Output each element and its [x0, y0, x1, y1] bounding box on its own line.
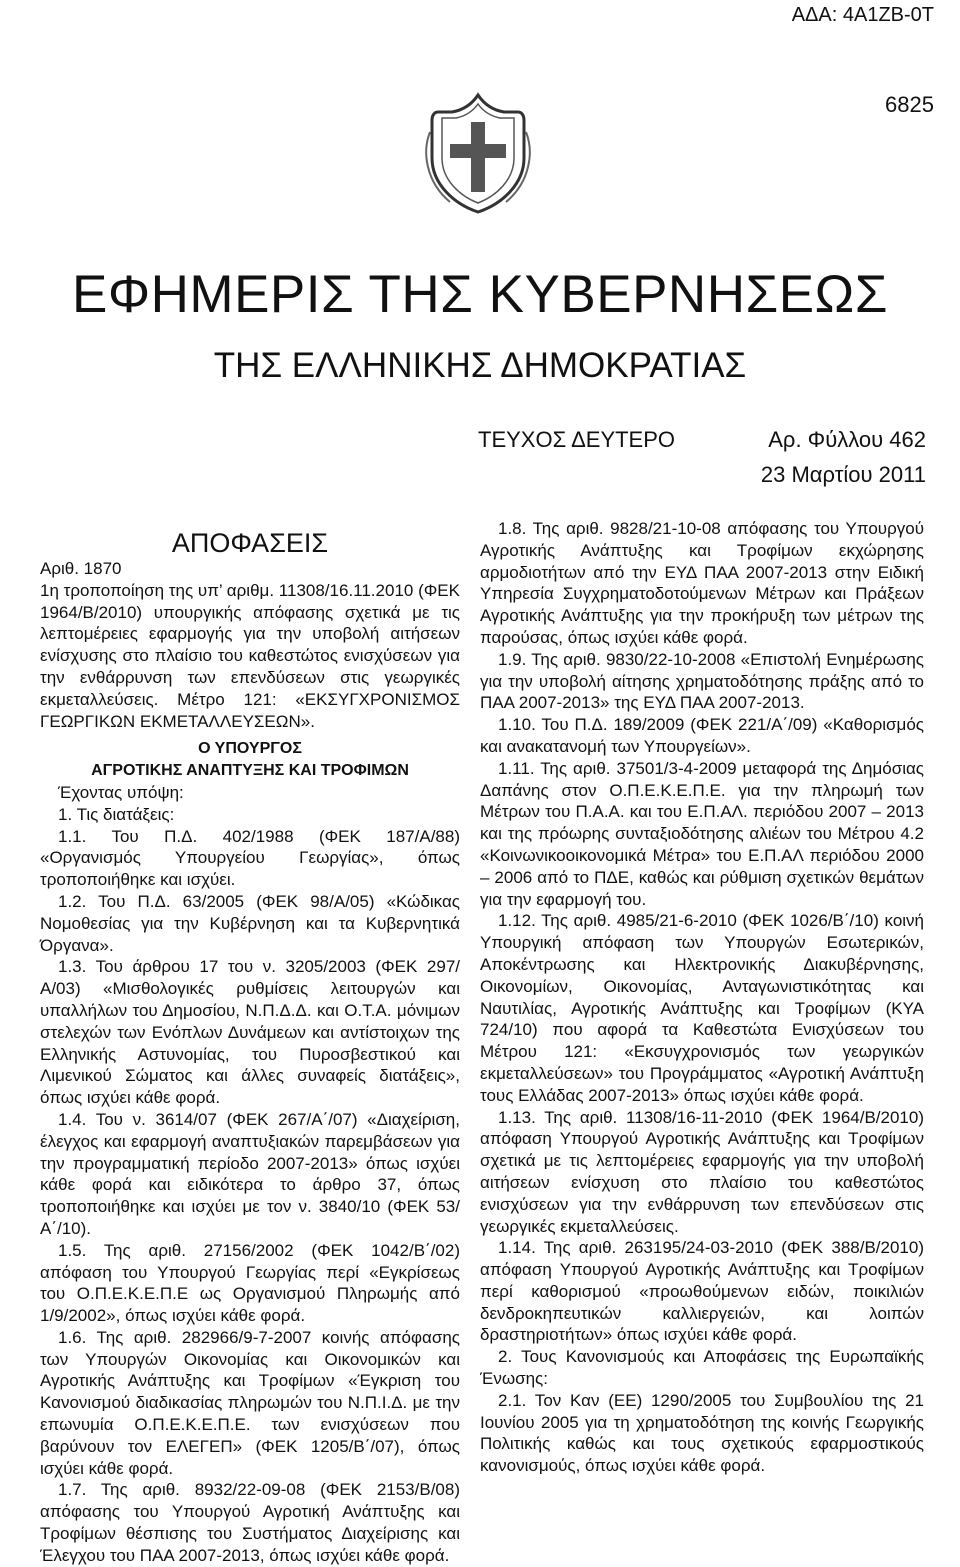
gazette-title: ΕΦΗΜΕΡΙΣ ΤΗΣ ΚΥΒΕΡΝΗΣΕΩΣ	[72, 265, 888, 324]
issue-series: ΤΕΥΧΟΣ ΔΕΥΤΕΡΟ	[478, 427, 676, 452]
paragraph: 1.11. Της αριθ. 37501/3-4-2009 μεταφορά της Δημόσιας Δαπάνης στον Ο.Π.Ε.Κ.Ε.Π.Ε. για την πληρωμή των Μέτρων του Π.Α.Α. και του Ε.Π.ΑΛ. περιόδου 2007 – 2013 και της πρόωρης συνταξιοδότησης αλιέων του Μέτρου 4.2 «Κοινωνικοοικονομικά Μέτρα» του Ε.Π.ΑΛ περιόδου 2000 – 2006 από το ΠΔΕ, καθώς και ρύθμιση σχετικών θεμάτων για την εφαρμογή του.	[480, 758, 924, 909]
paragraph: 1.9. Της αριθ. 9830/22-10-2008 «Επιστολή Ενημέρωσης για την υποβολή αίτησης χρηματοδότησης πράξης από το ΠΑΑ 2007-2013» της ΕΥΔ ΠΑΑ 2007-2013.	[480, 649, 924, 713]
paragraph: 1.8. Της αριθ. 9828/21-10-08 απόφασης του Υπουργού Αγροτικής Ανάπτυξης και Τροφίμων εκχώρησης αρμοδιοτήτων από την ΕΥΔ ΠΑΑ 2007-2013 στην Ειδική Υπηρεσία Συγχρηματοδοτούμενων Μέτρων και Πράξεων Αγροτικής Ανάπτυξης για την προκήρυξη των μέτρων της παρούσας, όπως ισχύει κάθε φορά.	[480, 519, 924, 647]
minister-heading-2: ΑΓΡΟΤΙΚΗΣ ΑΝΑΠΤΥΞΗΣ ΚΑΙ ΤΡΟΦΙΜΩΝ	[91, 762, 409, 780]
paragraph: 1.6. Της αριθ. 282966/9-7-2007 κοινής απόφασης των Υπουργών Οικονομίας και Οικονομικών και Αγροτικής Ανάπτυξης και Τροφίμων «Έγκριση του Κανονισμού διαδικασίας πληρωμών του Ν.Π.Ι.Δ. με την επωνυμία Ο.Π.Ε.Κ.Ε.Π.Ε. των ενισχύσεων που βαρύνουν τον ΕΛΕΓΕΠ» (ΦΕΚ 1205/Β΄/07), όπως ισχύει κάθε φορά.	[40, 1327, 460, 1478]
right-column	[480, 518, 924, 1477]
decision-number: Αριθ. 1870	[40, 559, 122, 578]
decision-title: 1η τροποποίηση της υπ’ αριθμ. 11308/16.11.2010 (ΦΕΚ 1964/Β/2010) υπουργικής απόφασης σχετικά με τις λεπτομέρειες εφαρμογής για την υποβολή αιτήσεων ενίσχυσης στο πλαίσιο του καθεστώτος ενισχύσεων για την ενθάρρυνση των επενδύσεων στις γεωργικές εκμεταλλεύσεις. Μέτρο 121: «ΕΚΣΥΓΧΡΟΝΙΣΜΟΣ ΓΕΩΡΓΙΚΩΝ ΕΚΜΕΤΑΛΛΕΥΣΕΩΝ».	[40, 580, 460, 731]
paragraph: 1.2. Του Π.Δ. 63/2005 (ΦΕΚ 98/Α/05) «Κώδικας Νομοθεσίας για την Κυβέρνηση και τα Κυβερνητικά Όργανα».	[40, 891, 460, 955]
paragraph: 1. Τις διατάξεις:	[58, 804, 175, 824]
gazette-subtitle: ΤΗΣ ΕΛΛΗΝΙΚΗΣ ΔΗΜΟΚΡΑΤΙΑΣ	[213, 346, 747, 385]
issue-date: 23 Μαρτίου 2011	[760, 462, 926, 487]
paragraph: 1.13. Της αριθ. 11308/16-11-2010 (ΦΕΚ 1964/Β/2010) απόφαση Υπουργού Αγροτικής Ανάπτυξης και Τροφίμων σχετικά με τις λεπτομέρειες εφαρμογής για την υποβολή αιτήσεων ενίσχυση στο πλαίσιο του καθεστώτος ενισχύσεων για την ενθάρρυνση των επενδύσεων στις γεωργικές εκμεταλλεύσεις.	[480, 1107, 924, 1236]
sheet-number: Αρ. Φύλλου 462	[768, 427, 926, 452]
left-column	[40, 528, 460, 1567]
paragraph: 1.4. Του ν. 3614/07 (ΦΕΚ 267/Α΄/07) «Διαχείριση, έλεγχος και εφαρμογή αναπτυξιακών παρεμβάσεων για την προγραμματική περίοδο 2007-2013» όπως ισχύει κάθε φορά και ειδικότερα το άρθρο 37, όπως τροποποιήθηκε και ισχύει με τον ν. 3840/10 (ΦΕΚ 53/Α΄/10).	[40, 1109, 460, 1238]
greek-coat-of-arms-icon	[420, 92, 536, 214]
paragraph: 1.12. Της αριθ. 4985/21-6-2010 (ΦΕΚ 1026/Β΄/10) κοινή Υπουργική απόφαση των Υπουργών Εσωτερικών, Αποκέντρωσης και Ηλεκτρονικής Διακυβέρνησης, Οικονομίων, Οικονομίας, Ανταγωνιστικότητας και Ναυτιλίας, Αγροτικής Ανάπτυξης και Τροφίμων (ΚΥΑ 724/10) που αφορά τα Καθεστώτα Ενισχύσεων του Μέτρου 121: «Εκσυγχρονισμός των γεωργικών εκμεταλλεύσεων» του Προγράμματος «Αγροτική Ανάπτυξη τους Ελλάδας 2007-2013» όπως ισχύει κάθε φορά.	[480, 911, 924, 1105]
paragraph: 1.1. Του Π.Δ. 402/1988 (ΦΕΚ 187/Α/88) «Οργανισμός Υπουργείου Γεωργίας», όπως τροποποιήθηκε και ισχύει.	[40, 826, 460, 890]
paragraph: 1.10. Του Π.Δ. 189/2009 (ΦΕΚ 221/Α΄/09) «Καθορισμός και ανακατανομή των Υπουργείων».	[480, 715, 924, 756]
paragraph: 1.7. Της αριθ. 8932/22-09-08 (ΦΕΚ 2153/Β/08) απόφασης του Υπουργού Αγροτική Ανάπτυξης και Τροφίμων θέσπισης του Συστήματος Διαχείρισης και Έλεγχου του ΠΑΑ 2007-2013, όπως ισχύει κάθε φορά.	[40, 1480, 460, 1565]
paragraph: Έχοντας υπόψη:	[58, 782, 184, 802]
paragraph: 1.5. Της αριθ. 27156/2002 (ΦΕΚ 1042/Β΄/02) απόφαση του Υπουργού Γεωργίας περί «Εγκρίσεως του Ο.Π.Ε.Κ.Ε.Π.Ε ως Οργανισμού Πληρωμής από 1/9/2002», όπως ισχύει κάθε φορά.	[40, 1240, 460, 1326]
minister-heading-1: Ο ΥΠΟΥΡΓΟΣ	[198, 740, 302, 758]
paragraph: 1.14. Της αριθ. 263195/24-03-2010 (ΦΕΚ 388/Β/2010) απόφαση Υπουργού Αγροτικής Ανάπτυξης και Τροφίμων περί καθορισμού «προωθούμενων ειδών, ποικιλιών δενδροκηπευτικών καλλιεργειών, και λοιπών δραστηριοτήτων» όπως ισχύει κάθε φορά.	[480, 1238, 924, 1345]
ada-code: ΑΔΑ: 4Α1ΖΒ-0Τ	[791, 4, 934, 26]
paragraph: 1.3. Του άρθρου 17 του ν. 3205/2003 (ΦΕΚ 297/Α/03) «Μισθολογικές ρυθμίσεις λειτουργών και υπαλλήλων του Δημοσίου, Ν.Π.Δ.Δ. και Ο.Τ.Α. μόνιμων στελεχών των Ενόπλων Δυνάμεων και αντίστοιχων της Ελληνικής Αστυνομίας, του Πυροσβεστικού και Λιμενικού Σώματος και άλλες συναφείς διατάξεις», όπως ισχύει κάθε φορά.	[40, 957, 460, 1108]
section-title: ΑΠΟΦΑΣΕΙΣ	[171, 528, 329, 558]
paragraph: 2.1. Τον Καν (ΕΕ) 1290/2005 του Συμβουλίου της 21 Ιουνίου 2005 για τη χρηματοδότηση της κοινής Γεωργικής Πολιτικής καθώς και τους σχετικούς εφαρμοστικούς κανονισμούς, όπως ισχύει κάθε φορά.	[480, 1390, 924, 1476]
paragraph: 2. Τους Κανονισμούς και Αποφάσεις της Ευρωπαϊκής Ένωσης:	[480, 1347, 924, 1389]
page-number: 6825	[885, 92, 934, 117]
